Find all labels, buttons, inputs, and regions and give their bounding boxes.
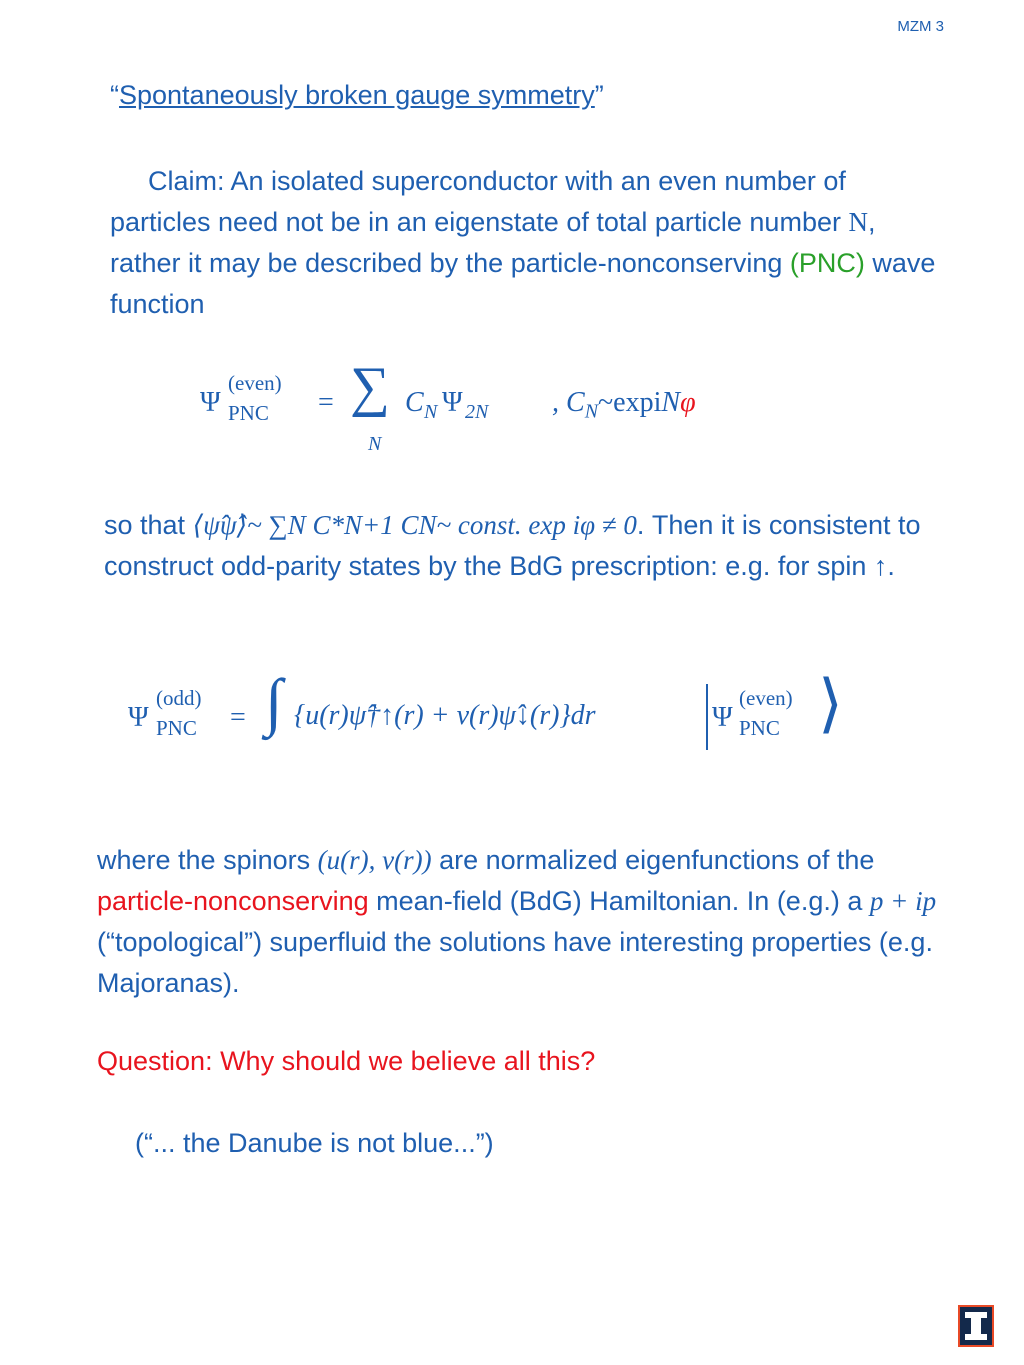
- title-text: Spontaneously broken gauge symmetry: [119, 80, 595, 110]
- psi-2n: Ψ: [442, 387, 463, 418]
- psi-even-ket-subscript: PNC: [739, 716, 780, 740]
- phase-phi: φ: [680, 387, 696, 418]
- spinors-expression: (u(r), v(r)): [317, 845, 432, 875]
- order-parameter-expression: ⟨ψ̂ψ̂⟩~ ∑N C*N+1 CN~ const. exp iφ ≠ 0: [192, 510, 637, 540]
- claim-paragraph: [110, 161, 940, 325]
- claim-part2: , rather it may be described by the particle-nonconserving: [110, 207, 876, 278]
- claim-part1: Claim: An isolated superconductor with an even number of particles need not be in an eigenstate of total particle number: [110, 166, 849, 237]
- summation-sign: ∑: [350, 356, 390, 418]
- odd-wavefunction-equation: [128, 666, 848, 770]
- where-part1: where the spinors: [97, 845, 318, 875]
- claim-part3: wave function: [110, 248, 936, 319]
- question-text: Question: Why should we believe all this?: [97, 1046, 596, 1076]
- so-that-paragraph: [104, 505, 964, 587]
- university-logo-icon: [958, 1305, 994, 1347]
- equals-sign: =: [318, 387, 334, 418]
- p-ip-expression: p + ip: [869, 886, 937, 916]
- psi-symbol: Ψ: [200, 387, 221, 418]
- psi-subscript: PNC: [228, 401, 269, 425]
- summation-index: N: [368, 433, 382, 455]
- coefficient-subscript: N: [424, 401, 438, 423]
- psi-even-ket-superscript: (even): [739, 686, 793, 710]
- psi-even-ket: Ψ: [712, 702, 733, 733]
- ket-bar: [706, 684, 708, 750]
- psi-2n-subscript: 2N: [465, 401, 489, 423]
- sothat-prefix: so that: [104, 510, 193, 540]
- sothat-suffix: . Then it is consistent to construct odd-parity states by the BdG prescription: e.g. for spin ↑.: [104, 510, 921, 581]
- psi-odd-superscript: (odd): [156, 686, 202, 710]
- integral-sign: ∫: [265, 666, 283, 737]
- coefficient: C: [405, 387, 424, 418]
- integrand: {u(r)ψ̂†↑(r) + v(r)ψ̂↓(r)}dr: [294, 700, 596, 731]
- pnc-highlight: particle-nonconserving: [97, 886, 369, 916]
- equals-sign: =: [230, 702, 246, 733]
- where-paragraph: [97, 840, 977, 1004]
- even-wavefunction-equation: [200, 356, 800, 465]
- title-close-quote: ”: [594, 80, 604, 110]
- claim-N: N: [848, 207, 868, 237]
- danube-quote: (“... the Danube is not blue...”): [135, 1128, 494, 1158]
- psi-odd-subscript: PNC: [156, 716, 197, 740]
- slide-title: [110, 80, 604, 111]
- where-part4: (“topological”) superfluid the solutions have interesting properties (e.g. Majoranas).: [97, 927, 933, 998]
- coefficient-relation: , $C_N\sim expiN\varphi$: [552, 387, 696, 423]
- where-part3: mean-field (BdG) Hamiltonian. In (e.g.) a: [368, 886, 870, 916]
- title-open-quote: “: [110, 80, 119, 110]
- slide-number: MZM 3: [897, 18, 944, 35]
- ket-angle: ⟩: [818, 668, 843, 739]
- claim-pnc: (PNC): [789, 248, 865, 278]
- psi-odd-symbol: Ψ: [128, 702, 149, 733]
- psi-superscript: (even): [228, 371, 282, 395]
- where-part2: are normalized eigenfunctions of the: [431, 845, 875, 875]
